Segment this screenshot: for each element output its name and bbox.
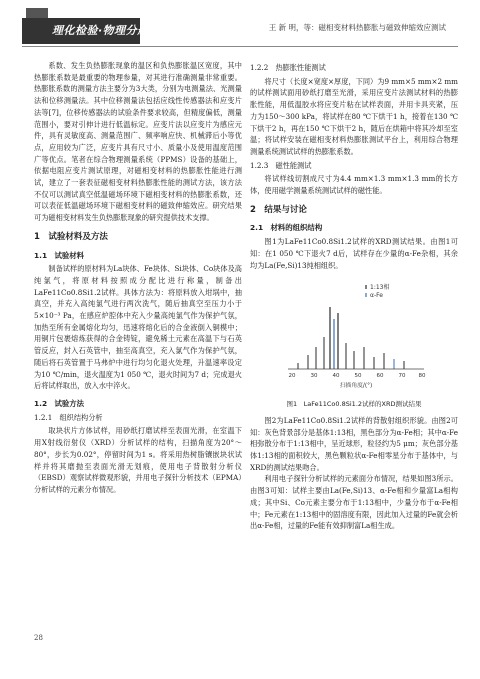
- page-number: 28: [34, 634, 43, 642]
- section-2-1-heading: 2.1 材料的组织结构: [250, 223, 323, 233]
- section-1-2-heading: 1.2 试验方法: [34, 398, 85, 408]
- intro-paragraph: 系数、发生负热膨胀现象的温区和负热膨胀温区宽度，其中热膨胀系数是最重要的物理参量，对其进行准确测量非常重要。热膨胀系数的测量方法主要分为3大类，分别为电测量法、光测量法和位移测量法。其中位移测量法包括应线性传感器法和应变片法等[7]，位移传感器法的试验条件要求较高，但精度偏低，测量范围小，要对引伸计进行低温标定。应变片法以应变片为感应元件，具有灵敏度高、测量范围广、频率响应快、机械滞后小等优点，应用较为广泛，应变片具有尺寸小、质量小及使用温度范围广等优点。笔者在综合物理测量系统（PPMS）设备的基础上，依据电阻应变片测试原理，对磁相变材料的热膨胀性能进行测试，建立了一套表征磁相变材料热膨胀性能的测试方法，该方法不仅可以测试真空低温磁场环境下磁相变材料的热膨胀系数，还可以表征低温磁场环境下磁相变材料的磁致伸缩效应。研究结果可为磁相变材料发生负热膨胀现象的研究提供技术支撑。: [34, 61, 242, 223]
- section-2-heading: 2 结果与讨论: [250, 204, 307, 215]
- xrd-peaks: [298, 307, 404, 369]
- materials-paragraph: 制备试样的原材料为La块体、Fe块体、Si块体、Co块体及高纯氯气，将原材料按照成分配比进行称量，制备出LaFe11Co0.8Si1.2试样。具体方法为：将原料放入坩埚中，抽真空，并充入高纯氯气进行两次洗气，随后抽真空至压力小于5×10⁻³ Pa，在感应炉腔体中充入少量高纯氯气作为保护气氛，加热至所有金属熔化均匀，迅速将熔化后的合金液倒入铜模中；用铜片包裹熔炼获得的合金铸锭，避免稀土元素在高温下与石英管反应，封入石英管中，抽至高真空，充入氯气作为保护气氛，随后将石英管置于马弗炉中进行均匀化退火处理，升温速率设定为10 ℃/min，退火温度为1 050 ℃，退火时间为7 d；完成退火后将试样取出，放入水中淬火。: [34, 264, 242, 391]
- xrd-pattern-svg: [274, 277, 434, 397]
- magnetic-test-paragraph: 将试样线切割成尺寸为4.4 mm×1.3 mm×1.3 mm的长方体，使用磁学测量系统测试试样的磁性能。: [250, 174, 458, 196]
- xrd-x-ticks: [289, 373, 426, 379]
- running-head: 王 新 明，等：磁相变材料热膨胀与磁致伸缩效应测试: [268, 23, 446, 32]
- thermal-expansion-paragraph: 将尺寸（长度×宽度×厚度，下同）为9 mm×5 mm×2 mm的试样测试面用砂纸打磨至光滑，采用应变片法测试材料的热膨胀性能，用低温胶水将应变片粘在试样表面，并用卡具夹紧，压力为150～300 kPa，将试样在80 ℃下烘干1 h，接着在130 ℃下烘干2 h，再在150 ℃下烘干2 h，随后在烘箱中将其冷却至室温；将试样安装在磁相变材料热膨胀测试平台上，利用综合物理测量系统测试试样的热膨胀系数。: [250, 76, 458, 156]
- section-1-2-3-heading: 1.2.3 磁性能测试: [250, 160, 312, 170]
- section-1-1-heading: 1.1 试验材料: [34, 250, 85, 260]
- legend-alpha-fe-label: α-Fe: [370, 292, 383, 300]
- section-1-2-1-heading: 1.2.1 组织结构分析: [34, 412, 103, 422]
- tick-label: 30: [310, 373, 318, 380]
- tick-label: 40: [332, 373, 340, 380]
- xrd-figure: [274, 277, 434, 397]
- xrd-x-axis-label: 扫描角度/(°): [339, 383, 373, 390]
- epma-paragraph: 利用电子探针分析试样的元素面分布情况，结果如图3所示。由图3可知：试样主要由La(Fe,Si)13、α-Fe相和少量富La相构成；其中Si、Co元素主要分布于1:13相中，少量分布于α-Fe相中；Fe元素在1:13相中的固溶度有限，因此加入过量的Fe就会析出α-Fe相，过量的Fe能有效抑制富La相生成。: [250, 474, 458, 531]
- figure-1-caption: 图1 LaFe11Co0.8Si1.2试样的XRD测试结果: [286, 400, 422, 409]
- structure-analysis-paragraph: 取块状片方体试样，用砂纸打磨试样至表面光滑，在室温下用X射线衍射仪（XRD）分析试样的结构，扫描角度为20°～80°，步长为0.02°，停留时间为1 s。将采用热树脂镶嵌块状试样并将其磨抛至表面光滑无划痕，使用电子背散射分析仪（EBSD）观察试样微观形貌，并用电子探针分析技术（EPMA）分析试样的元素分布情况。: [34, 426, 242, 494]
- section-1-heading: 1 试验材料及方法: [34, 231, 108, 242]
- legend-113-label: 1:13相: [370, 284, 390, 292]
- tick-label: 20: [288, 373, 296, 380]
- left-column: [34, 60, 242, 496]
- page-header: [0, 0, 480, 56]
- right-column: [250, 60, 458, 532]
- section-1-2-2-heading: 1.2.2 热膨胀性能测试: [250, 63, 326, 72]
- journal-logo-text: 理化检验·物理分册: [52, 24, 149, 37]
- backscatter-paragraph: 图2为LaFe11Co0.8Si1.2试样的背散射组织形貌。由图2可知：灰色背景部分是基体1:13相，黑色部分为α-Fe相；其中α-Fe相弥散分布于1:13相中，呈近球形，粒径约为5 μm；灰色部分基体1:13相的面积较大，黑色颗粒状α-Fe相零星分布于基体中，与XRD的测试结果吻合。: [250, 415, 458, 472]
- tick-label: 60: [376, 373, 384, 380]
- tick-label: 70: [398, 373, 406, 380]
- tick-label: 50: [354, 373, 362, 380]
- xrd-legend: [366, 283, 389, 299]
- tick-label: 80: [418, 373, 426, 380]
- header-rule: [22, 46, 458, 47]
- xrd-result-paragraph: 图1为LaFe11Co0.8Si1.2试样的XRD测试结果。由图1可知：在1 050 ℃下退火7 d后，试样存在少量的α-Fe杂相，其余均为La(Fe,Si)13纯相组织。: [250, 237, 458, 270]
